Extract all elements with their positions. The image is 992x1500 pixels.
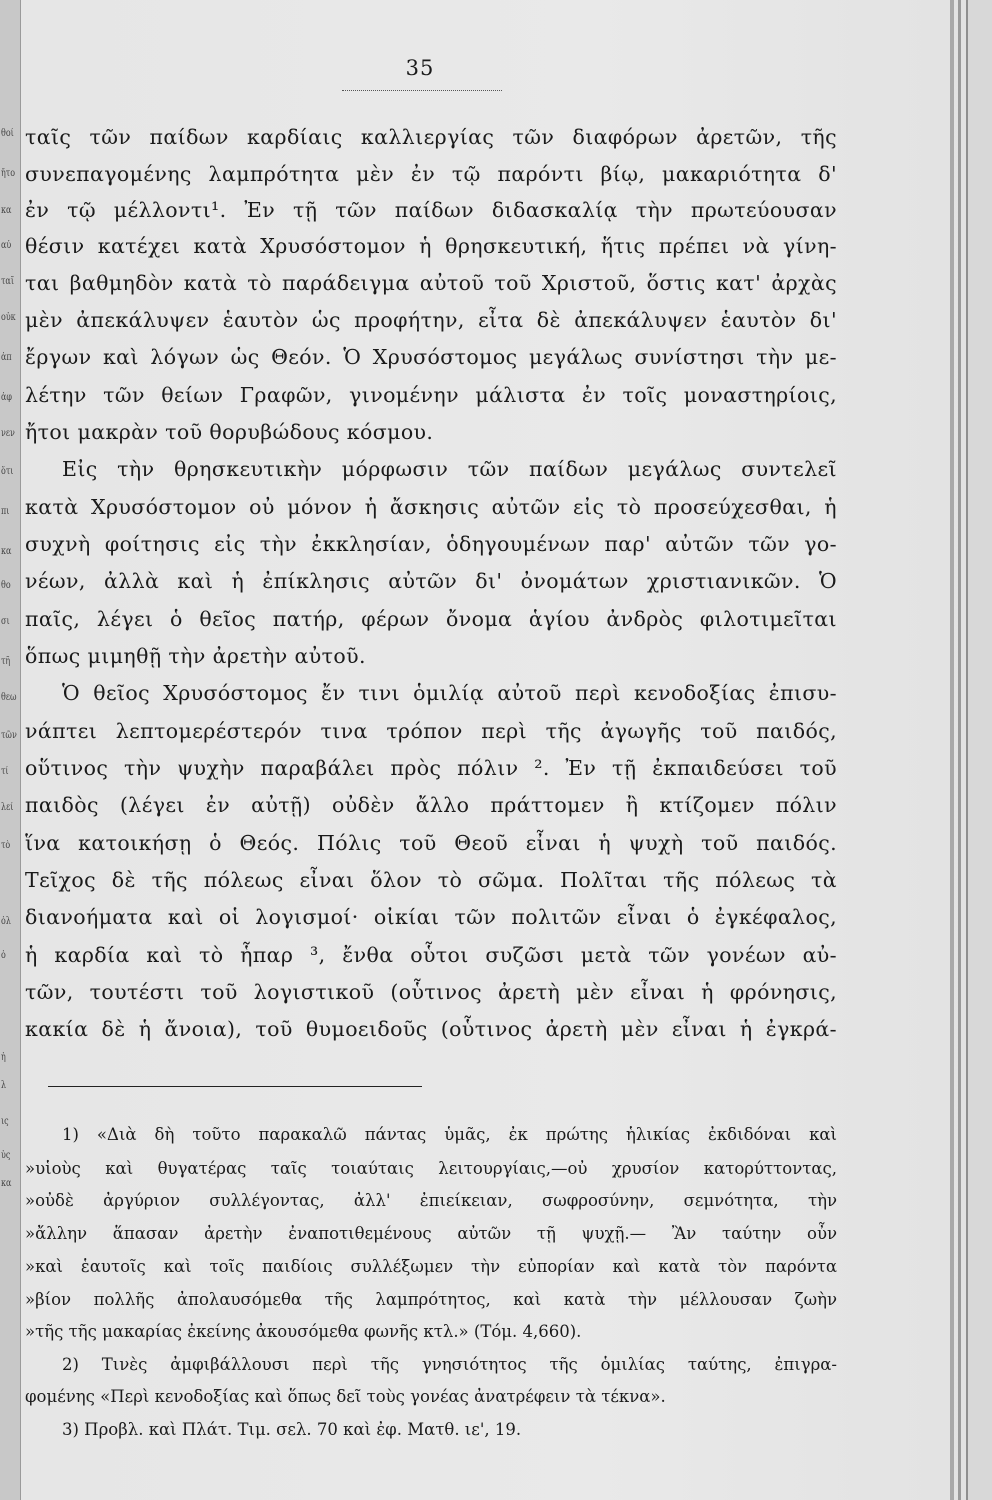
page-edge-shadow bbox=[958, 0, 961, 1500]
margin-fragment: σι bbox=[1, 616, 10, 627]
margin-fragment: ἀπ bbox=[1, 352, 12, 363]
footnote-line: »βίον πολλῆς ἀπολαυσόμεθα τῆς λαμπρότητος, καὶ κατὰ τὴν μέλλουσαν ζωὴν bbox=[25, 1290, 837, 1309]
margin-fragment: θο bbox=[1, 580, 11, 591]
margin-fragment: ὑς bbox=[1, 1150, 11, 1161]
margin-fragment: λεί bbox=[1, 802, 14, 813]
body-line: Τεῖχος δὲ τῆς πόλεως εἶναι ὅλον τὸ σῶμα. Πολῖται τῆς πόλεως τὰ bbox=[25, 868, 837, 892]
margin-fragment: ἤτο bbox=[1, 168, 16, 179]
margin-fragment: νεν bbox=[1, 428, 15, 439]
footnote-line: »τῆς τῆς μακαρίας ἐκείνης ἀκουσόμεθα φωνῆς κτλ.» (Τόμ. 4,660). bbox=[25, 1322, 582, 1341]
margin-fragment: τῆ bbox=[1, 656, 11, 667]
margin-fragment: πι bbox=[1, 506, 10, 517]
margin-fragment: ὁ bbox=[1, 950, 6, 961]
header-rule bbox=[342, 90, 502, 91]
body-line: θέσιν κατέχει κατὰ Χρυσόστομον ἡ θρησκευτική, ἥτις πρέπει νὰ γίνη- bbox=[25, 234, 837, 258]
book-edge bbox=[966, 0, 992, 1500]
footnote-line: »ἄλλην ἅπασαν ἀρετὴν ἐναποτιθεμένους αὐτῶν τῇ ψυχῇ.— Ἂν ταύτην οὖν bbox=[25, 1224, 837, 1243]
margin-fragment: ταῖ bbox=[1, 276, 14, 287]
margin-fragment: κα bbox=[1, 205, 12, 216]
margin-fragment: κα bbox=[1, 1178, 12, 1189]
body-line: συχνὴ φοίτησις εἰς τὴν ἐκκλησίαν, ὁδηγουμένων παρ' αὐτῶν τῶν γο- bbox=[25, 532, 837, 556]
body-line: κατὰ Χρυσόστομον οὐ μόνον ἡ ἄσκησις αὐτῶν εἰς τὸ προσεύχεσθαι, ἡ bbox=[25, 495, 837, 519]
body-line: ἔργων καὶ λόγων ὡς Θεόν. Ὁ Χρυσόστομος μεγάλως συνίστησι τὴν με- bbox=[25, 345, 837, 369]
body-line: ὅπως μιμηθῇ τὴν ἀρετὴν αὐτοῦ. bbox=[25, 644, 366, 668]
margin-fragment: ἡ bbox=[1, 1052, 6, 1063]
margin-fragment: ὀλ bbox=[1, 916, 11, 927]
body-line: κακία δὲ ἡ ἄνοια), τοῦ θυμοειδοῦς (οὗτινος ἀρετὴ μὲν εἶναι ἡ ἐγκρά- bbox=[25, 1017, 837, 1041]
margin-fragment: τί bbox=[1, 766, 9, 777]
body-line: ταῖς τῶν παίδων καρδίαις καλλιεργίας τῶν διαφόρων ἀρετῶν, τῆς bbox=[25, 125, 837, 149]
margin-fragment: ὅτι bbox=[1, 466, 14, 477]
footnote-rule bbox=[48, 1086, 422, 1087]
body-line: νέων, ἀλλὰ καὶ ἡ ἐπίκλησις αὐτῶν δι' ὀνομάτων χριστιανικῶν. Ὁ bbox=[25, 569, 837, 593]
footnote-line: 1) «Διὰ δὴ τοῦτο παρακαλῶ πάντας ὑμᾶς, ἐκ πρώτης ἡλικίας ἐκδιδόναι καὶ bbox=[62, 1125, 837, 1144]
page-edge-shadow bbox=[950, 0, 954, 1500]
body-line: ἡ καρδία καὶ τὸ ἧπαρ ³, ἔνθα οὗτοι συζῶσι μετὰ τῶν γονέων αὐ- bbox=[25, 943, 837, 967]
body-line: οὕτινος τὴν ψυχὴν παραβάλει πρὸς πόλιν ². Ἐν τῇ ἐκπαιδεύσει τοῦ bbox=[25, 756, 837, 780]
margin-fragment: θεω bbox=[1, 692, 17, 703]
body-line: τῶν, τουτέστι τοῦ λογιστικοῦ (οὗτινος ἀρετὴ μὲν εἶναι ἡ φρόνησις, bbox=[25, 980, 837, 1004]
footnote-line: φομένης «Περὶ κενοδοξίας καὶ ὅπως δεῖ τοὺς γονέας ἀνατρέφειν τὰ τέκνα». bbox=[25, 1387, 666, 1406]
margin-fragment: οὐκ bbox=[1, 312, 16, 323]
footnote-line: »υἱοὺς καὶ θυγατέρας ταῖς τοιαύταις λειτουργίαις,—οὐ χρυσίον κατορύττοντας, bbox=[25, 1159, 837, 1178]
footnote-line: »καὶ ἑαυτοῖς καὶ τοῖς παιδίοις συλλέξωμεν τὴν εὐπορίαν καὶ κατὰ τὸν παρόντα bbox=[25, 1257, 837, 1276]
margin-fragment: θοί bbox=[1, 128, 14, 139]
body-line: ται βαθμηδὸν κατὰ τὸ παράδειγμα αὐτοῦ τοῦ Χριστοῦ, ὅστις κατ' ἀρχὰς bbox=[25, 271, 837, 295]
body-line: Ὁ θεῖος Χρυσόστομος ἔν τινι ὁμιλίᾳ αὐτοῦ περὶ κενοδοξίας ἐπισυ- bbox=[62, 681, 837, 705]
margin-fragment: τὸ bbox=[1, 840, 11, 851]
margin-fragment: αὐ bbox=[1, 240, 12, 251]
footnote-line: 3) Προβλ. καὶ Πλάτ. Τιμ. σελ. 70 καὶ ἐφ. Ματθ. ιε', 19. bbox=[62, 1420, 522, 1439]
body-line: συνεπαγομένης λαμπρότητα μὲν ἐν τῷ παρόντι βίῳ, μακαριότητα δ' bbox=[25, 162, 837, 186]
margin-fragment: ἀφ bbox=[1, 392, 13, 403]
margin-fragment: λ bbox=[1, 1080, 7, 1091]
margin-fragment: κα bbox=[1, 546, 12, 557]
margin-fragment: ις bbox=[1, 1116, 9, 1127]
left-margin-fragments bbox=[0, 0, 20, 1500]
body-line: Εἰς τὴν θρησκευτικὴν μόρφωσιν τῶν παίδων μεγάλως συντελεῖ bbox=[62, 457, 837, 481]
footnote-line: »οὐδὲ ἀργύριον συλλέγοντας, ἀλλ' ἐπιείκειαν, σωφροσύνην, σεμνότητα, τὴν bbox=[25, 1191, 837, 1210]
body-line: ἐν τῷ μέλλοντι¹. Ἐν τῇ τῶν παίδων διδασκαλίᾳ τὴν πρωτεύουσαν bbox=[25, 198, 837, 222]
body-line: ἵνα κατοικήσῃ ὁ Θεός. Πόλις τοῦ Θεοῦ εἶναι ἡ ψυχὴ τοῦ παιδός. bbox=[25, 831, 837, 855]
footnote-line: 2) Τινὲς ἀμφιβάλλουσι περὶ τῆς γνησιότητος τῆς ὁμιλίας ταύτης, ἐπιγρα- bbox=[62, 1355, 837, 1374]
body-line: λέτην τῶν θείων Γραφῶν, γινομένην μάλιστα ἐν τοῖς μοναστηρίοις, bbox=[25, 383, 837, 407]
body-line: ἤτοι μακρὰν τοῦ θορυβώδους κόσμου. bbox=[25, 420, 434, 444]
page-number: 35 bbox=[405, 56, 435, 80]
margin-fragment: τῶν bbox=[1, 730, 17, 741]
body-line: διανοήματα καὶ οἱ λογισμοί· οἰκίαι τῶν πολιτῶν εἶναι ὁ ἐγκέφαλος, bbox=[25, 905, 837, 929]
body-line: παῖς, λέγει ὁ θεῖος πατήρ, φέρων ὄνομα ἁγίου ἀνδρὸς φιλοτιμεῖται bbox=[25, 607, 837, 631]
body-line: μὲν ἀπεκάλυψεν ἑαυτὸν ὡς προφήτην, εἶτα δὲ ἀπεκάλυψεν ἑαυτὸν δι' bbox=[25, 308, 837, 332]
body-line: παιδὸς (λέγει ἐν αὐτῇ) οὐδὲν ἄλλο πράττομεν ἢ κτίζομεν πόλιν bbox=[25, 793, 837, 817]
body-line: νάπτει λεπτομερέστερόν τινα τρόπον περὶ τῆς ἀγωγῆς τοῦ παιδός, bbox=[25, 719, 837, 743]
